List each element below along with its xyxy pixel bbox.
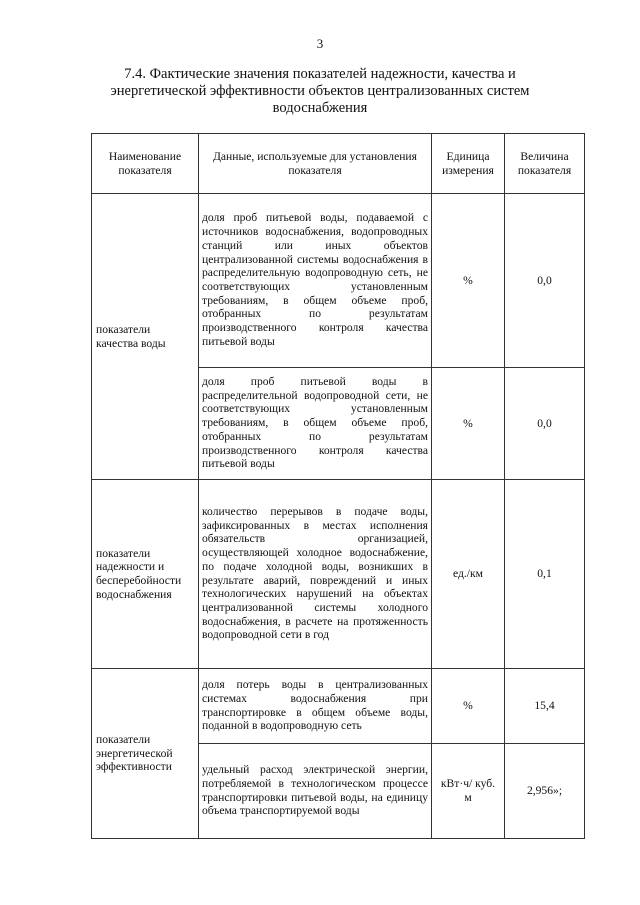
section-title: 7.4. Фактические значения показателей надежности, качества и энергетической эффективности объектов централизованных систем водоснабжения — [110, 66, 530, 116]
indicator-value: 0,0 — [505, 368, 585, 480]
indicator-unit: ед./км — [432, 480, 505, 669]
table-header-row — [92, 134, 585, 194]
indicator-value: 0,0 — [505, 194, 585, 368]
indicator-value: 0,1 — [505, 480, 585, 669]
indicator-unit: кВт·ч/ куб. м — [432, 744, 505, 839]
group-name: показатели энергетической эффективности — [92, 669, 199, 839]
table-row — [92, 669, 585, 744]
indicator-description: удельный расход электрической энергии, потребляемой в технологическом процессе транспортировки питьевой воды, на единицу объема транспортируемой воды — [199, 744, 432, 839]
header-unit: Единица измерения — [432, 134, 505, 194]
group-name: показатели надежности и бесперебойности водоснабжения — [92, 480, 199, 669]
indicator-description: доля проб питьевой воды, подаваемой с источников водоснабжения, водопроводных станций или иных объектов централизованной системы водоснабжения в распределительную водопроводную сеть, не соответствующих установленным требованиям, в общем объеме проб, отобранных по результатам производственного контроля качества питьевой воды — [199, 194, 432, 368]
indicator-value: 15,4 — [505, 669, 585, 744]
indicator-description: доля потерь воды в централизованных системах водоснабжения при транспортировке в общем объеме воды, поданной в водопроводную сеть — [199, 669, 432, 744]
indicator-value: 2,956»; — [505, 744, 585, 839]
indicator-unit: % — [432, 669, 505, 744]
table-row — [92, 480, 585, 669]
header-data-used: Данные, используемые для установления показателя — [199, 134, 432, 194]
indicator-unit: % — [432, 368, 505, 480]
table-row — [92, 194, 585, 368]
indicator-unit: % — [432, 194, 505, 368]
indicator-description: количество перерывов в подаче воды, зафиксированных в местах исполнения обязательств организацией, осуществляющей холодное водоснабжение, по подаче холодной воды, возникших в результате аварий, повреждений и иных технологических нарушений на объектах централизованной системы холодного водоснабжения, в расчете на протяженность водопроводной сети в год — [199, 480, 432, 669]
group-name: показатели качества воды — [92, 194, 199, 480]
indicators-table — [91, 133, 585, 839]
indicator-description: доля проб питьевой воды в распределительной водопроводной сети, не соответствующих установленным требованиям, в общем объеме проб, отобранных по результатам производственного контроля качества питьевой воды — [199, 368, 432, 480]
header-indicator-name: Наименование показателя — [92, 134, 199, 194]
header-value: Величина показателя — [505, 134, 585, 194]
page-number: 3 — [316, 36, 324, 51]
